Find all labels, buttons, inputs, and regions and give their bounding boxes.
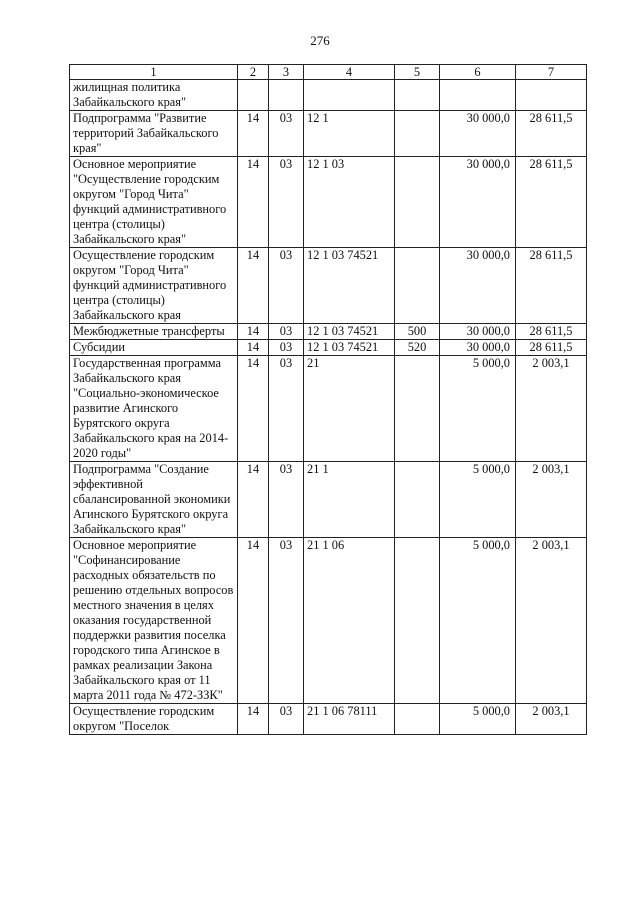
cell-expense-type <box>395 157 440 248</box>
cell-section: 14 <box>238 157 269 248</box>
cell-amount-planned: 5 000,0 <box>440 704 516 735</box>
cell-amount-actual: 2 003,1 <box>516 356 587 462</box>
table-row <box>70 356 587 462</box>
cell-target-code: 21 <box>304 356 395 462</box>
cell-target-code: 21 1 06 <box>304 538 395 704</box>
cell-amount-planned: 5 000,0 <box>440 356 516 462</box>
cell-section: 14 <box>238 248 269 324</box>
cell-expense-type <box>395 80 440 111</box>
table-row <box>70 324 587 340</box>
cell-amount-actual: 28 611,5 <box>516 157 587 248</box>
row-name: Субсидии <box>70 340 238 356</box>
cell-amount-planned <box>440 80 516 111</box>
table-row <box>70 704 587 735</box>
cell-subsection: 03 <box>269 538 304 704</box>
cell-amount-actual: 2 003,1 <box>516 538 587 704</box>
cell-subsection: 03 <box>269 157 304 248</box>
page-number: 276 <box>310 33 330 48</box>
cell-expense-type <box>395 111 440 157</box>
row-name: Подпрограмма "Развитие территорий Забайкальского края" <box>70 111 238 157</box>
table-row <box>70 111 587 157</box>
row-name: Государственная программа Забайкальского края "Социально-экономическое развитие Агинского Бурятского округа Забайкальского края на 2014-2020 годы" <box>70 356 238 462</box>
cell-target-code: 12 1 03 74521 <box>304 248 395 324</box>
column-header: 6 <box>440 65 516 80</box>
cell-section: 14 <box>238 324 269 340</box>
cell-amount-actual: 28 611,5 <box>516 324 587 340</box>
table-row <box>70 157 587 248</box>
cell-amount-planned: 30 000,0 <box>440 248 516 324</box>
cell-amount-planned: 30 000,0 <box>440 157 516 248</box>
cell-expense-type <box>395 704 440 735</box>
cell-subsection: 03 <box>269 356 304 462</box>
table-row <box>70 340 587 356</box>
column-header: 1 <box>70 65 238 80</box>
cell-target-code: 12 1 03 74521 <box>304 340 395 356</box>
column-header: 3 <box>269 65 304 80</box>
table-header-row <box>70 65 587 80</box>
cell-amount-planned: 5 000,0 <box>440 462 516 538</box>
table-row <box>70 538 587 704</box>
cell-target-code: 12 1 <box>304 111 395 157</box>
column-header: 7 <box>516 65 587 80</box>
cell-subsection: 03 <box>269 248 304 324</box>
row-name: Межбюджетные трансферты <box>70 324 238 340</box>
cell-section: 14 <box>238 704 269 735</box>
cell-amount-planned: 30 000,0 <box>440 340 516 356</box>
cell-amount-planned: 5 000,0 <box>440 538 516 704</box>
cell-expense-type: 500 <box>395 324 440 340</box>
budget-table <box>69 64 587 735</box>
cell-target-code: 21 1 <box>304 462 395 538</box>
cell-section: 14 <box>238 111 269 157</box>
cell-amount-actual <box>516 80 587 111</box>
cell-expense-type <box>395 538 440 704</box>
table-row <box>70 462 587 538</box>
cell-target-code: 12 1 03 74521 <box>304 324 395 340</box>
column-header: 5 <box>395 65 440 80</box>
cell-amount-actual: 28 611,5 <box>516 248 587 324</box>
cell-amount-actual: 2 003,1 <box>516 704 587 735</box>
cell-amount-actual: 28 611,5 <box>516 111 587 157</box>
cell-subsection: 03 <box>269 111 304 157</box>
cell-subsection: 03 <box>269 324 304 340</box>
row-name: Осуществление городским округом "Город Чита" функций административного центра (столицы) Забайкальского края <box>70 248 238 324</box>
cell-section: 14 <box>238 538 269 704</box>
cell-target-code <box>304 80 395 111</box>
cell-section: 14 <box>238 356 269 462</box>
cell-subsection: 03 <box>269 340 304 356</box>
cell-amount-planned: 30 000,0 <box>440 324 516 340</box>
table-row <box>70 80 587 111</box>
cell-subsection: 03 <box>269 462 304 538</box>
table-row <box>70 248 587 324</box>
cell-expense-type <box>395 462 440 538</box>
row-name: Основное мероприятие "Софинансирование расходных обязательств по решению отдельных вопросов местного значения в целях оказания государственной поддержки развития поселка городского типа Агинское в рамках реализации Закона Забайкальского края от 11 марта 2011 года № 472-ЗЗК" <box>70 538 238 704</box>
cell-section: 14 <box>238 340 269 356</box>
cell-section: 14 <box>238 462 269 538</box>
row-name: жилищная политика Забайкальского края" <box>70 80 238 111</box>
row-name: Основное мероприятие "Осуществление городским округом "Город Чита" функций административного центра (столицы) Забайкальского края" <box>70 157 238 248</box>
column-header: 4 <box>304 65 395 80</box>
cell-expense-type: 520 <box>395 340 440 356</box>
cell-amount-actual: 2 003,1 <box>516 462 587 538</box>
cell-amount-actual: 28 611,5 <box>516 340 587 356</box>
cell-target-code: 12 1 03 <box>304 157 395 248</box>
cell-subsection <box>269 80 304 111</box>
column-header: 2 <box>238 65 269 80</box>
cell-amount-planned: 30 000,0 <box>440 111 516 157</box>
row-name: Осуществление городским округом "Поселок <box>70 704 238 735</box>
cell-target-code: 21 1 06 78111 <box>304 704 395 735</box>
cell-expense-type <box>395 248 440 324</box>
cell-expense-type <box>395 356 440 462</box>
row-name: Подпрограмма "Создание эффективной сбалансированной экономики Агинского Бурятского округа Забайкальского края" <box>70 462 238 538</box>
cell-section <box>238 80 269 111</box>
cell-subsection: 03 <box>269 704 304 735</box>
